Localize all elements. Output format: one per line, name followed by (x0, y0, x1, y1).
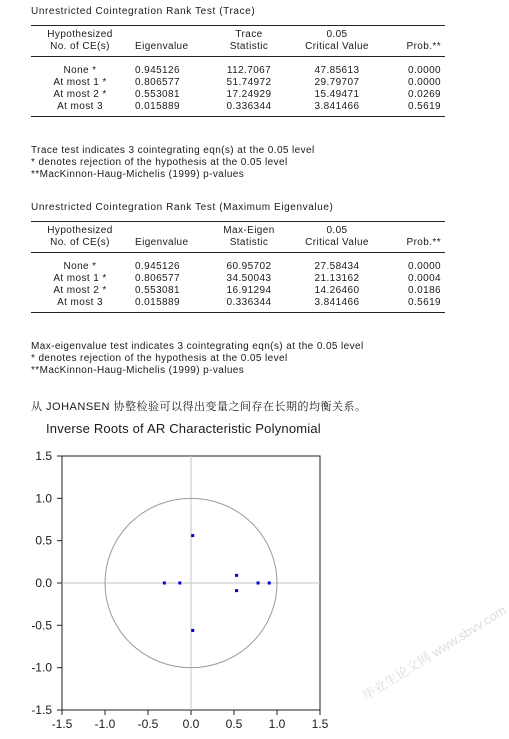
header-critical-value: Critical Value (291, 237, 383, 253)
max-eigenvalue-test-notes (31, 341, 364, 377)
header-hypothesized: Hypothesized (31, 26, 129, 42)
header-significance: 0.05 (291, 222, 383, 238)
y-tick-label: 1.0 (35, 491, 52, 506)
header-critical-value: Critical Value (291, 41, 383, 57)
chart-title: Inverse Roots of AR Characteristic Polynomial (46, 421, 321, 436)
cell-eigenvalue: 0.945126 (135, 261, 180, 272)
note-line: * denotes rejection of the hypothesis at the 0.05 level (31, 157, 288, 168)
cell-prob: 0.5619 (383, 101, 445, 117)
cell-eigenvalue: 0.806577 (135, 273, 180, 284)
root-point (235, 574, 238, 577)
cell-critical-value: 29.79707 (314, 77, 360, 88)
note-line: Max-eigenvalue test indicates 3 cointegrating eqn(s) at the 0.05 level (31, 341, 364, 352)
table-row (31, 253, 445, 274)
conclusion-text: 从 JOHANSEN 协整检验可以得出变量之间存在长期的均衡关系。 (31, 401, 367, 413)
cell-critical-value: 21.13162 (314, 273, 360, 284)
cell-statistic: 34.50043 (226, 273, 272, 284)
cell-eigenvalue: 0.553081 (135, 285, 180, 296)
cell-prob: 0.5619 (383, 297, 445, 313)
table-row (31, 297, 445, 313)
table-row (31, 101, 445, 117)
y-tick-label: -0.5 (31, 618, 52, 633)
y-tick-label: -1.0 (31, 660, 52, 675)
y-tick-label: 0.0 (35, 576, 52, 590)
cell-prob: 0.0000 (408, 65, 441, 76)
table-row (31, 89, 445, 101)
cell-statistic: 51.74972 (226, 77, 272, 88)
header-eigenvalue-top (129, 222, 207, 238)
trace-test-table (31, 25, 445, 117)
trace-test-title: Unrestricted Cointegration Rank Test (Trace) (31, 6, 256, 17)
cell-statistic: 17.24929 (226, 89, 272, 100)
cell-hypothesis: At most 1 * (53, 77, 107, 88)
cell-critical-value: 47.85613 (314, 65, 360, 76)
x-tick-label: 0.0 (182, 717, 200, 731)
y-tick-label: -1.5 (31, 703, 52, 717)
header-prob: Prob.** (383, 237, 445, 253)
header-prob-top (383, 26, 445, 42)
cell-hypothesis: At most 3 (31, 297, 129, 313)
header-row (31, 237, 445, 253)
header-no-of-ce: No. of CE(s) (31, 237, 129, 253)
cell-statistic: 0.336344 (207, 101, 291, 117)
table-row (31, 57, 445, 78)
cell-eigenvalue: 0.553081 (135, 89, 180, 100)
header-row (31, 41, 445, 57)
inverse-roots-chart (0, 440, 360, 739)
x-tick-label: -1.5 (51, 717, 73, 731)
root-point (191, 534, 194, 537)
cell-critical-value: 14.26460 (314, 285, 360, 296)
cell-critical-value: 3.841466 (291, 101, 383, 117)
header-hypothesized: Hypothesized (31, 222, 129, 238)
cell-eigenvalue: 0.806577 (135, 77, 180, 88)
header-statistic: Statistic (207, 237, 291, 253)
root-point (178, 582, 181, 585)
header-significance: 0.05 (291, 26, 383, 42)
root-point (191, 629, 194, 632)
x-tick-label: -1.0 (94, 717, 116, 731)
header-no-of-ce: No. of CE(s) (31, 41, 129, 57)
header-statistic: Statistic (207, 41, 291, 57)
cell-statistic: 0.336344 (207, 297, 291, 313)
root-point (257, 582, 260, 585)
cell-prob: 0.0000 (408, 77, 441, 88)
y-tick-label: 1.5 (35, 449, 52, 463)
header-max-eigen: Max-Eigen (207, 222, 291, 238)
note-line: **MacKinnon-Haug-Michelis (1999) p-values (31, 365, 245, 376)
root-point (235, 589, 238, 592)
cell-prob: 0.0186 (408, 285, 441, 296)
x-tick-label: -0.5 (137, 717, 159, 731)
cell-eigenvalue: 0.015889 (129, 101, 207, 117)
table-row (31, 77, 445, 89)
header-trace: Trace (207, 26, 291, 42)
cell-prob: 0.0000 (408, 261, 441, 272)
header-eigenvalue-top (129, 26, 207, 42)
cell-critical-value: 15.49471 (314, 89, 360, 100)
cell-prob: 0.0004 (408, 273, 441, 284)
max-eigenvalue-test-title: Unrestricted Cointegration Rank Test (Maximum Eigenvalue) (31, 202, 334, 213)
cell-hypothesis: At most 2 * (53, 285, 107, 296)
header-prob-top (383, 222, 445, 238)
x-tick-label: 1.5 (311, 717, 329, 731)
cell-statistic: 60.95702 (226, 261, 272, 272)
cell-hypothesis: None * (63, 65, 97, 76)
x-tick-label: 0.5 (225, 717, 243, 731)
header-prob: Prob.** (383, 41, 445, 57)
cell-statistic: 112.7067 (226, 65, 272, 76)
header-eigenvalue: Eigenvalue (129, 41, 207, 57)
note-line: Trace test indicates 3 cointegrating eqn(s) at the 0.05 level (31, 145, 315, 156)
header-row (31, 26, 445, 42)
header-eigenvalue: Eigenvalue (129, 237, 207, 253)
cell-critical-value: 3.841466 (291, 297, 383, 313)
cell-statistic: 16.91294 (226, 285, 272, 296)
cell-prob: 0.0269 (408, 89, 441, 100)
header-row (31, 222, 445, 238)
watermark: 毕业生论文网 www.sbvv.com (359, 602, 509, 704)
note-line: * denotes rejection of the hypothesis at the 0.05 level (31, 353, 288, 364)
cell-eigenvalue: 0.015889 (129, 297, 207, 313)
cell-hypothesis: None * (63, 261, 97, 272)
cell-hypothesis: At most 2 * (53, 89, 107, 100)
table-row (31, 273, 445, 285)
trace-test-notes (31, 145, 315, 181)
cell-hypothesis: At most 3 (31, 101, 129, 117)
max-eigenvalue-test-table (31, 221, 445, 313)
table-row (31, 285, 445, 297)
cell-eigenvalue: 0.945126 (135, 65, 180, 76)
note-line: **MacKinnon-Haug-Michelis (1999) p-values (31, 169, 245, 180)
x-tick-label: 1.0 (268, 717, 286, 731)
root-point (163, 582, 166, 585)
y-tick-label: 0.5 (35, 533, 52, 548)
root-point (268, 582, 271, 585)
cell-hypothesis: At most 1 * (53, 273, 107, 284)
cell-critical-value: 27.58434 (314, 261, 360, 272)
